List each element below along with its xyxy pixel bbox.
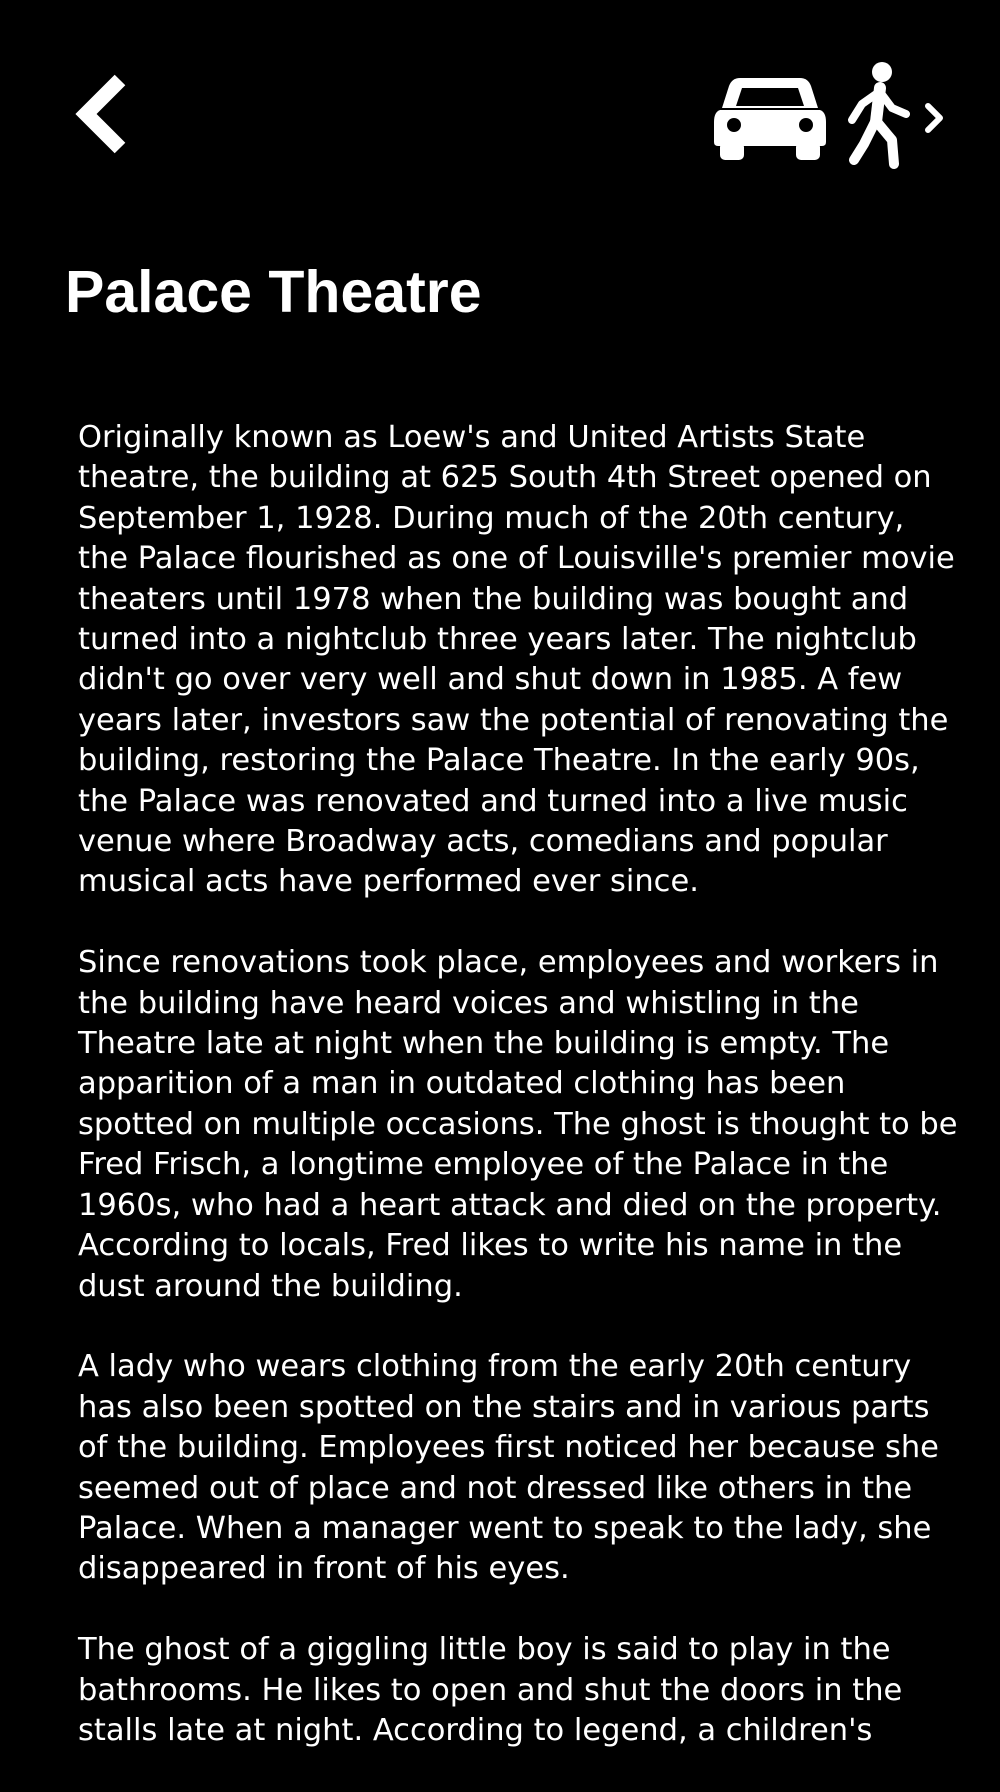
page-title: Palace Theatre [65,259,482,325]
paragraph: A lady who wears clothing from the early 20th century has also been spotted on the stairs and in various parts of the building. Employees first noticed her because she seemed out of place and not dressed like others in the Palace. When a manager went to speak to the lady, she disappeared in front of his eyes. [78,1349,939,1587]
top-navigation-bar [0,0,1000,200]
description-text [78,418,958,1792]
drive-directions-button[interactable] [714,72,826,162]
paragraph: Since renovations took place, employees and workers in the building have heard voices and whistling in the Theatre late at night when the building is empty. The apparition of a man in outdated clothing has been spotted on multiple occasions. The ghost is thought to be Fred Frisch, a longtime employee of the Palace in the 1960s, who had a heart attack and died on the property. According to locals, Fred likes to write his name in the dust around the building. [78,945,958,1304]
back-button[interactable] [72,72,136,156]
car-icon [714,72,826,162]
walking-directions-button[interactable] [846,60,946,174]
chevron-left-icon [72,72,136,156]
paragraph: The ghost of a giggling little boy is said to play in the bathrooms. He likes to open and shut the doors in the stalls late at night. According to legend, a children's [78,1632,903,1748]
walking-person-icon [846,60,946,174]
paragraph: Originally known as Loew's and United Artists State theatre, the building at 625 South 4th Street opened on September 1, 1928. During much of the 20th century, the Palace flourished as one of Louisville's premier movie theaters until 1978 when the building was bought and turned into a nightclub three years later. The nightclub didn't go over very well and shut down in 1985. A few years later, investors saw the potential of renovating the building, restoring the Palace Theatre. In the early 90s, the Palace was renovated and turned into a live music venue where Broadway acts, comedians and popular musical acts have performed ever since. [78,420,955,900]
chevron-right-icon [928,106,940,130]
